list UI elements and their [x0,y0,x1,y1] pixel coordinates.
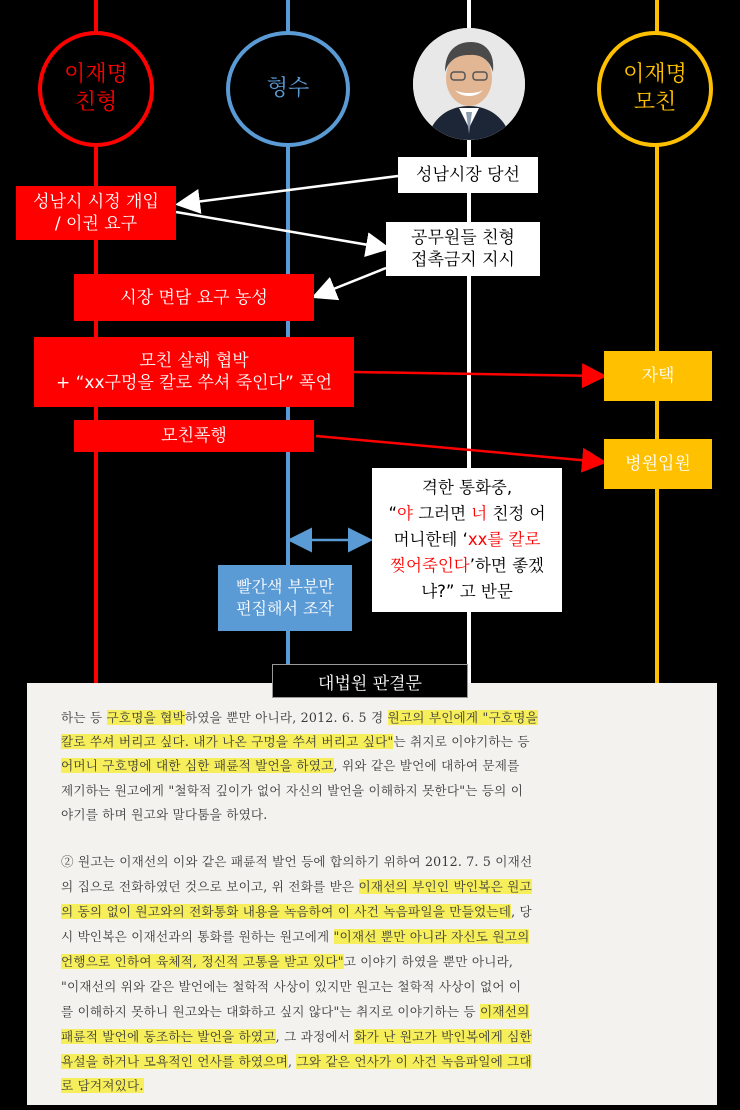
event-elected-text: 성남시장 당선 [416,165,520,185]
event-ban [386,222,540,276]
mother-header-line2: 모친 [633,90,677,115]
event-edited-line2: 편집해서 조작 [236,599,334,618]
event-assault [74,420,314,452]
event-ban-line2: 접촉금지 지시 [411,250,515,270]
event-home-text: 자택 [641,366,675,386]
ruling-line: 의 동의 없이 원고와의 전화통화 내용을 녹음하여 이 사건 녹음파일을 만들었는데, 당 [61,904,532,919]
ruling-label-text: 대법원 판결문 [318,673,422,694]
brother-header-line2: 친형 [74,90,118,115]
event-assault-text: 모친폭행 [161,426,227,446]
ruling-line: 패륜적 발언에 동조하는 발언을 하였고, 그 과정에서 화가 난 원고가 박인복에게 심한 [61,1029,532,1044]
event-edited [218,565,352,631]
event-hospital-text: 병원입원 [625,454,691,474]
event-phone-call [372,468,562,612]
call-line2-ya: 야 [397,504,413,523]
arrow-elected-to-interfere [180,176,398,204]
event-edited-line1: 빨간색 부분만 [236,577,334,596]
event-interfere-line2: / 이권 요구 [54,214,138,234]
call-line2-quote: “ [388,504,398,523]
event-elected [398,157,538,193]
ruling-line: 하는 등 구호명을 협박하였을 뿐만 아니라, 2012. 6. 5 경 원고의 부인에게 "구호명을 [61,710,538,725]
ruling-line: 시 박인복은 이재선과의 통화를 원하는 원고에게 "이재선 뿐만 아니라 자신도 원고의 [61,929,530,944]
event-hospital [604,439,712,489]
ruling-line: ② 원고는 이재선의 이와 같은 패륜적 발언 등에 합의하기 위하여 2012. 7. 5 이재선 [61,854,533,869]
arrow-interfere-to-ban [176,212,386,248]
arrow-threat-to-home [354,372,602,376]
sister-in-law-header-label: 형수 [266,76,310,101]
event-sit-in-text: 시장 면담 요구 농성 [120,287,268,308]
event-ban-line1: 공무원들 친형 [411,228,515,248]
ruling-line: 의 집으로 전화하였던 것으로 보이고, 위 전화를 받은 이재선의 부인인 박인복은 원고 [61,879,532,894]
event-home [604,351,712,401]
call-line5-text: 냐?” 고 반문 [421,582,513,601]
arrow-ban-to-sit-in [316,268,386,296]
ruling-line: 어머니 구호명에 대한 심한 패륜적 발언을 하였고, 위와 같은 발언에 대하여 문제를 [61,758,520,773]
arrow-assault-to-hospital [316,436,602,462]
event-threat-line2: + “xx구멍을 칼로 쑤셔 죽인다” 폭언 [55,373,333,393]
event-interfere-line1: 성남시 시정 개입 [33,192,159,212]
call-line3 [394,527,541,553]
call-line4-red: 찢어죽인다 [390,556,470,575]
call-line1 [422,475,512,501]
ruling-label [272,664,468,698]
call-line2 [388,501,545,527]
call-line2-neo: 너 [471,504,488,523]
ruling-line: 욕설을 하거나 모욕적인 언사를 하였으며, 그와 같은 언사가 이 사건 녹음파일에 그대 [61,1054,532,1069]
court-ruling-document [27,683,717,1105]
call-line4 [390,553,544,579]
ruling-line: 제기하는 원고에게 "철학적 깊이가 없어 자신의 발언을 이해하지 못한다"는 등의 이 [61,783,524,798]
call-line2-mid: 그러면 [412,504,472,523]
ruling-line: 야기를 하며 원고와 말다툼을 하였다. [61,807,268,822]
event-threat-line1: 모친 살해 협박 [139,351,249,371]
ruling-line: 로 담겨져있다. [61,1078,144,1093]
mother-header-line1: 이재명 [623,62,687,87]
call-line1-text: 격한 통화중, [421,478,513,497]
event-sit-in [74,274,314,321]
ruling-line: 를 이해하지 못하니 원고와는 대화하고 싶지 않다"는 취지로 이야기하는 등 이재선의 [61,1004,530,1019]
call-line2-end: 친정 어 [487,504,546,523]
event-interfere [16,186,176,240]
call-line3-red: xx를 칼로 [467,530,541,549]
ruling-line: 칼로 쑤셔 버리고 싶다. 내가 나온 구멍을 쑤셔 버리고 싶다"는 취지로 이야기하는 등 [61,734,530,749]
event-threat [34,337,354,407]
ruling-line: 언행으로 인하여 육체적, 정신적 고통을 받고 있다"고 이야기 하였을 뿐만 아니라, [61,954,514,969]
call-line3-start: 머니한테 ‘ [393,530,468,549]
brother-header-line1: 이재명 [64,62,128,87]
call-line5 [421,579,513,605]
call-line4-end: ’하면 좋겠 [469,556,544,575]
ruling-line: "이재선의 위와 같은 발언에는 철학적 사상이 있지만 원고는 철학적 사상이 없어 이 [61,979,522,994]
